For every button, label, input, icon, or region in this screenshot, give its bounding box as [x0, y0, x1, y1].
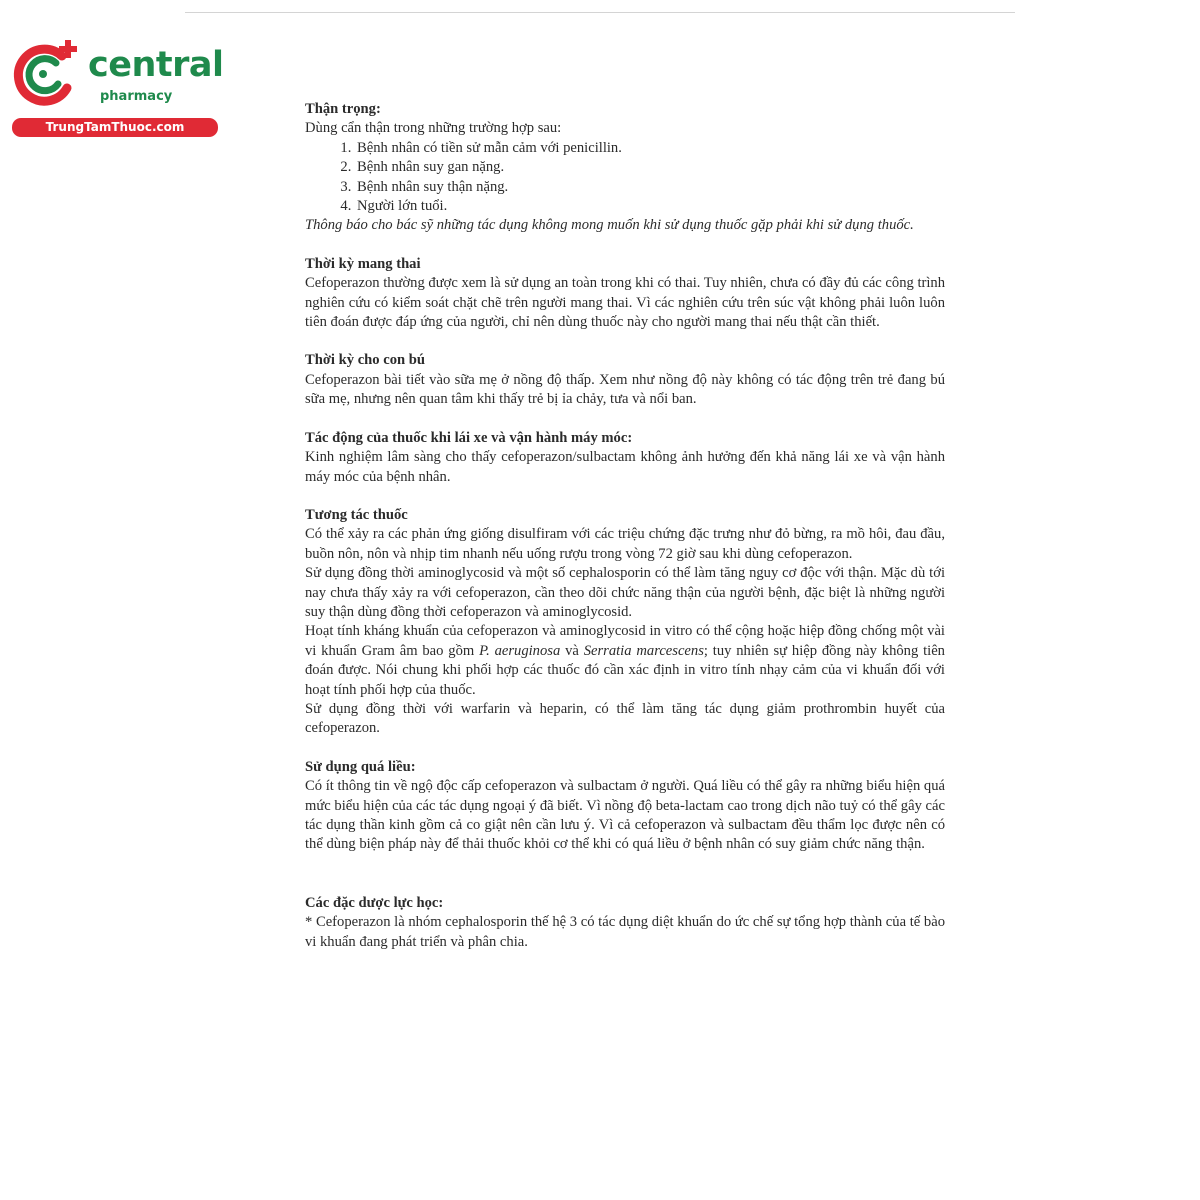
brand-name: central	[88, 45, 224, 85]
caution-item: 3. Bệnh nhân suy thận nặng.	[355, 178, 945, 197]
interactions-paragraph-2: Sử dụng đồng thời aminoglycosid và một số cephalosporin có thể làm tăng nguy cơ độc với thận. Mặc dù tới nay chưa thấy xảy ra với cefoperazon, cần theo dõi chức năng thận của người bệnh, đặc biệt là những người suy thận dùng đồng thời cefoperazon và aminoglycosid.	[305, 565, 945, 620]
species-serratia-marcescens: Serratia marcescens	[583, 642, 704, 659]
pharmacodynamics-section	[305, 894, 945, 952]
species-p-aeruginosa: P. aeruginosa	[479, 642, 561, 659]
caution-heading: Thận trọng:	[305, 101, 381, 117]
page-top-rule	[185, 12, 1015, 13]
interactions-p3-lead: Hoạt tính kháng khuẩn của cefoperazon và aminoglycosid in vitro có thể cộng hoặc hiệp đồng chống một vài vi khuẩn Gram âm bao gồm	[305, 623, 945, 659]
document-body	[305, 100, 945, 952]
brand-subtitle: pharmacy	[100, 89, 173, 104]
driving-heading: Tác động của thuốc khi lái xe và vận hành máy móc:	[305, 429, 633, 446]
interactions-heading: Tương tác thuốc	[305, 506, 408, 523]
breastfeeding-section	[305, 351, 945, 409]
overdose-section	[305, 758, 945, 855]
caution-item: 1. Bệnh nhân có tiền sử mẫn cảm với penicillin.	[355, 139, 945, 158]
pregnancy-section	[305, 255, 945, 333]
interactions-paragraph-3	[305, 622, 945, 700]
caution-note: Thông báo cho bác sỹ những tác dụng không mong muốn khi sử dụng thuốc gặp phải khi sử dụng thuốc.	[305, 217, 914, 234]
overdose-heading: Sử dụng quá liều:	[305, 758, 416, 775]
driving-text: Kinh nghiệm lâm sàng cho thấy cefoperazon/sulbactam không ảnh hưởng đến khả năng lái xe và vận hành máy móc của bệnh nhân.	[305, 449, 945, 485]
breastfeeding-text: Cefoperazon bài tiết vào sữa mẹ ở nồng độ thấp. Xem như nồng độ này không có tác động trên trẻ đang bú sữa mẹ, nhưng nên quan tâm khi thấy trẻ bị ỉa chảy, tưa và nổi ban.	[305, 371, 945, 408]
pregnancy-text: Cefoperazon thường được xem là sử dụng an toàn trong khi có thai. Tuy nhiên, chưa có đầy đủ các công trình nghiên cứu có kiểm soát chặt chẽ trên người mang thai. Vì các nghiên cứu trên súc vật không phải luôn luôn tiên đoán được đáp ứng của người, chỉ nên dùng thuốc này cho người mang thai nếu thật cần thiết.	[305, 275, 946, 331]
interactions-section	[305, 506, 945, 739]
interactions-paragraph-4: Sử dụng đồng thời với warfarin và heparin, có thể làm tăng tác dụng giảm prothrombin huyết của cefoperazon.	[305, 700, 945, 737]
caution-list	[305, 139, 945, 217]
caution-item: 4. Người lớn tuổi.	[355, 197, 945, 216]
interactions-paragraph-1: Có thể xảy ra các phản ứng giống disulfiram với các triệu chứng đặc trưng như đỏ bừng, ra mồ hôi, đau đầu, buồn nôn, nôn và nhịp tim nhanh nếu uống rượu trong vòng 72 giờ sau khi dùng cefoperazon.	[305, 526, 945, 562]
caution-section	[305, 100, 945, 236]
driving-section	[305, 429, 945, 487]
caution-item: 2. Bệnh nhân suy gan nặng.	[355, 158, 945, 177]
central-pharmacy-logo[interactable]	[10, 38, 224, 138]
pharmacodynamics-text: * Cefoperazon là nhóm cephalosporin thế hệ 3 có tác dụng diệt khuẩn do ức chế sự tổng hợp thành của tế bào vi khuẩn đang phát triển và phân chia.	[305, 914, 945, 950]
pharmacy-cross-logo-icon	[10, 38, 80, 108]
overdose-text: Có ít thông tin về ngộ độc cấp cefoperazon và sulbactam ở người. Quá liều có thể gây ra những biểu hiện quá mức biểu hiện của các tác dụng ngoại ý đã biết. Vì nồng độ beta-lactam cao trong dịch não tuỷ có thể gây các tác dụng thần kinh gồm cả co giật nên cần lưu ý. Vì cả cefoperazon và sulbactam đều thẩm lọc được nên có thể dùng biện pháp này để thải thuốc khỏi cơ thể khi có quá liều ở bệnh nhân có suy giảm chức năng thận.	[305, 778, 945, 853]
pregnancy-heading: Thời kỳ mang thai	[305, 255, 421, 272]
interactions-p3-tail: ; tuy nhiên sự hiệp đồng này không tiên đoán được. Nói chung khi phối hợp các thuốc đó cần xác định in vitro tính nhạy cảm của vi khuẩn đối với hoạt tính phối hợp của thuốc.	[305, 642, 945, 698]
pharmacodynamics-heading: Các đặc dược lực học:	[305, 894, 444, 911]
brand-url-badge[interactable]: TrungTamThuoc.com	[12, 118, 218, 137]
caution-intro: Dùng cẩn thận trong những trường hợp sau:	[305, 120, 562, 137]
breastfeeding-heading: Thời kỳ cho con bú	[305, 352, 426, 369]
interactions-p3-and: và	[560, 642, 584, 659]
